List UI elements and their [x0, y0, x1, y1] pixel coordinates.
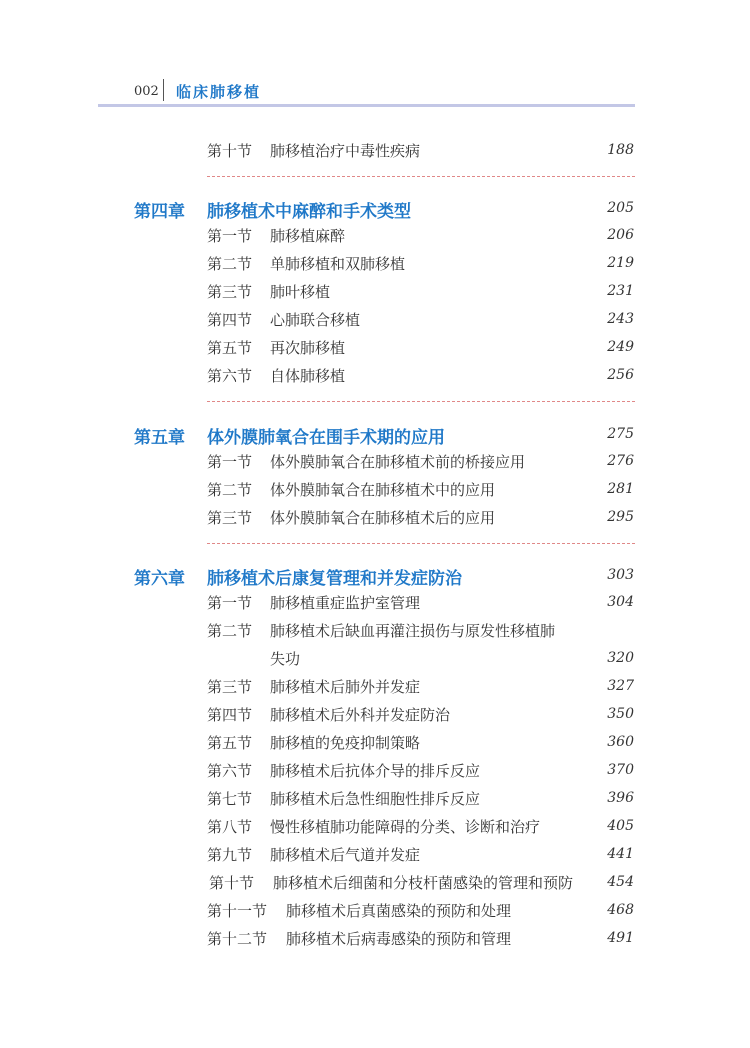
section-page: 256: [607, 367, 634, 383]
toc-entry[interactable]: [0, 760, 750, 788]
section-title: 肺移植术后抗体介导的排斥反应: [270, 762, 481, 780]
toc-entry[interactable]: [0, 620, 750, 676]
section-page: 206: [607, 227, 634, 243]
chapter-title: 体外膜肺氧合在围手术期的应用: [207, 428, 445, 448]
section-title: 肺移植术后急性细胞性排斥反应: [270, 790, 481, 808]
section-title: 肺移植术后缺血再灌注损伤与原发性移植肺: [270, 622, 556, 640]
toc-entry[interactable]: [0, 788, 750, 816]
section-label: 第十节: [207, 142, 253, 160]
section-page: 360: [607, 734, 634, 750]
section-page: 249: [607, 339, 634, 355]
toc-entry[interactable]: [0, 507, 750, 535]
chapter-page: 205: [607, 200, 634, 216]
header-divider: [163, 79, 164, 101]
toc-entry[interactable]: [0, 140, 750, 168]
section-divider: [207, 401, 635, 402]
section-page: 281: [607, 481, 634, 497]
book-title: 临床肺移植: [176, 83, 262, 101]
section-page: 243: [607, 311, 634, 327]
chapter-page: 303: [607, 567, 634, 583]
section-label: 第二节: [207, 255, 253, 273]
section-page: 491: [607, 930, 634, 946]
toc-entry[interactable]: [0, 225, 750, 253]
header-rule: [98, 104, 635, 107]
toc-entry[interactable]: [0, 281, 750, 309]
section-label: 第十二节: [207, 930, 268, 948]
section-title: 体外膜肺氧合在肺移植术前的桥接应用: [270, 453, 526, 471]
section-page: 219: [607, 255, 634, 271]
section-label: 第十一节: [207, 902, 268, 920]
section-label: 第七节: [207, 790, 253, 808]
section-title: 肺移植术后外科并发症防治: [270, 706, 451, 724]
chapter-label: 第六章: [134, 569, 185, 589]
toc-entry[interactable]: [0, 309, 750, 337]
page-header: [0, 0, 750, 110]
section-label: 第一节: [207, 227, 253, 245]
toc-entry[interactable]: [0, 732, 750, 760]
section-label: 第五节: [207, 339, 253, 357]
section-label: 第二节: [207, 481, 253, 499]
chapter-heading[interactable]: [0, 423, 750, 453]
section-page: 295: [607, 509, 634, 525]
section-title: 肺移植治疗中毒性疾病: [270, 142, 421, 160]
section-title: 自体肺移植: [270, 367, 346, 385]
section-page: 350: [607, 706, 634, 722]
toc-entry[interactable]: [0, 592, 750, 620]
section-page: 405: [607, 818, 634, 834]
section-label: 第四节: [207, 706, 253, 724]
section-label: 第六节: [207, 367, 253, 385]
chapter-label: 第五章: [134, 428, 185, 448]
section-title: 心肺联合移植: [270, 311, 361, 329]
section-title: 肺移植麻醉: [270, 227, 346, 245]
section-title: 单肺移植和双肺移植: [270, 255, 406, 273]
section-label: 第五节: [207, 734, 253, 752]
toc-entry[interactable]: [0, 704, 750, 732]
section-page: 454: [607, 874, 634, 890]
chapter-title: 肺移植术中麻醉和手术类型: [207, 202, 411, 222]
toc-entry[interactable]: [0, 365, 750, 393]
toc-entry[interactable]: [0, 872, 750, 900]
toc-entry[interactable]: [0, 900, 750, 928]
toc-entry[interactable]: [0, 816, 750, 844]
section-title: 肺移植术后肺外并发症: [270, 678, 421, 696]
section-divider: [207, 176, 635, 177]
toc-entry[interactable]: [0, 451, 750, 479]
section-page: 231: [607, 283, 634, 299]
section-page: 327: [607, 678, 634, 694]
section-page: 468: [607, 902, 634, 918]
section-title: 肺移植重症监护室管理: [270, 594, 421, 612]
section-title: 慢性移植肺功能障碍的分类、诊断和治疗: [270, 818, 541, 836]
page-number: 002: [134, 84, 159, 99]
chapter-title: 肺移植术后康复管理和并发症防治: [207, 569, 462, 589]
section-label: 第三节: [207, 678, 253, 696]
section-page: 441: [607, 846, 634, 862]
section-label: 第六节: [207, 762, 253, 780]
section-page: 370: [607, 762, 634, 778]
section-title: 体外膜肺氧合在肺移植术后的应用: [270, 509, 496, 527]
chapter-heading[interactable]: [0, 564, 750, 594]
section-title: 肺叶移植: [270, 283, 331, 301]
section-title: 肺移植术后病毒感染的预防和管理: [286, 930, 512, 948]
section-title-continuation: 失功: [270, 650, 301, 668]
toc-entry[interactable]: [0, 676, 750, 704]
section-title: 体外膜肺氧合在肺移植术中的应用: [270, 481, 496, 499]
section-label: 第二节: [207, 622, 253, 640]
section-page: 276: [607, 453, 634, 469]
section-page: 396: [607, 790, 634, 806]
section-label: 第四节: [207, 311, 253, 329]
chapter-heading[interactable]: [0, 197, 750, 227]
section-divider: [207, 543, 635, 544]
section-label: 第八节: [207, 818, 253, 836]
section-page: 304: [607, 594, 634, 610]
section-title: 肺移植术后气道并发症: [270, 846, 421, 864]
toc-entry[interactable]: [0, 479, 750, 507]
section-title: 肺移植的免疫抑制策略: [270, 734, 421, 752]
section-label: 第三节: [207, 509, 253, 527]
section-label: 第一节: [207, 453, 253, 471]
section-title: 肺移植术后真菌感染的预防和处理: [286, 902, 512, 920]
chapter-page: 275: [607, 426, 634, 442]
chapter-label: 第四章: [134, 202, 185, 222]
section-label: 第三节: [207, 283, 253, 301]
section-label: 第十节: [209, 874, 255, 892]
toc-entry[interactable]: [0, 844, 750, 872]
section-page: 320: [607, 650, 634, 666]
section-label: 第一节: [207, 594, 253, 612]
section-page: 188: [607, 142, 634, 158]
toc-entry[interactable]: [0, 337, 750, 365]
section-title: 肺移植术后细菌和分枝杆菌感染的管理和预防: [273, 874, 574, 892]
section-title: 再次肺移植: [270, 339, 346, 357]
section-label: 第九节: [207, 846, 253, 864]
toc-entry[interactable]: [0, 928, 750, 956]
toc-entry[interactable]: [0, 253, 750, 281]
